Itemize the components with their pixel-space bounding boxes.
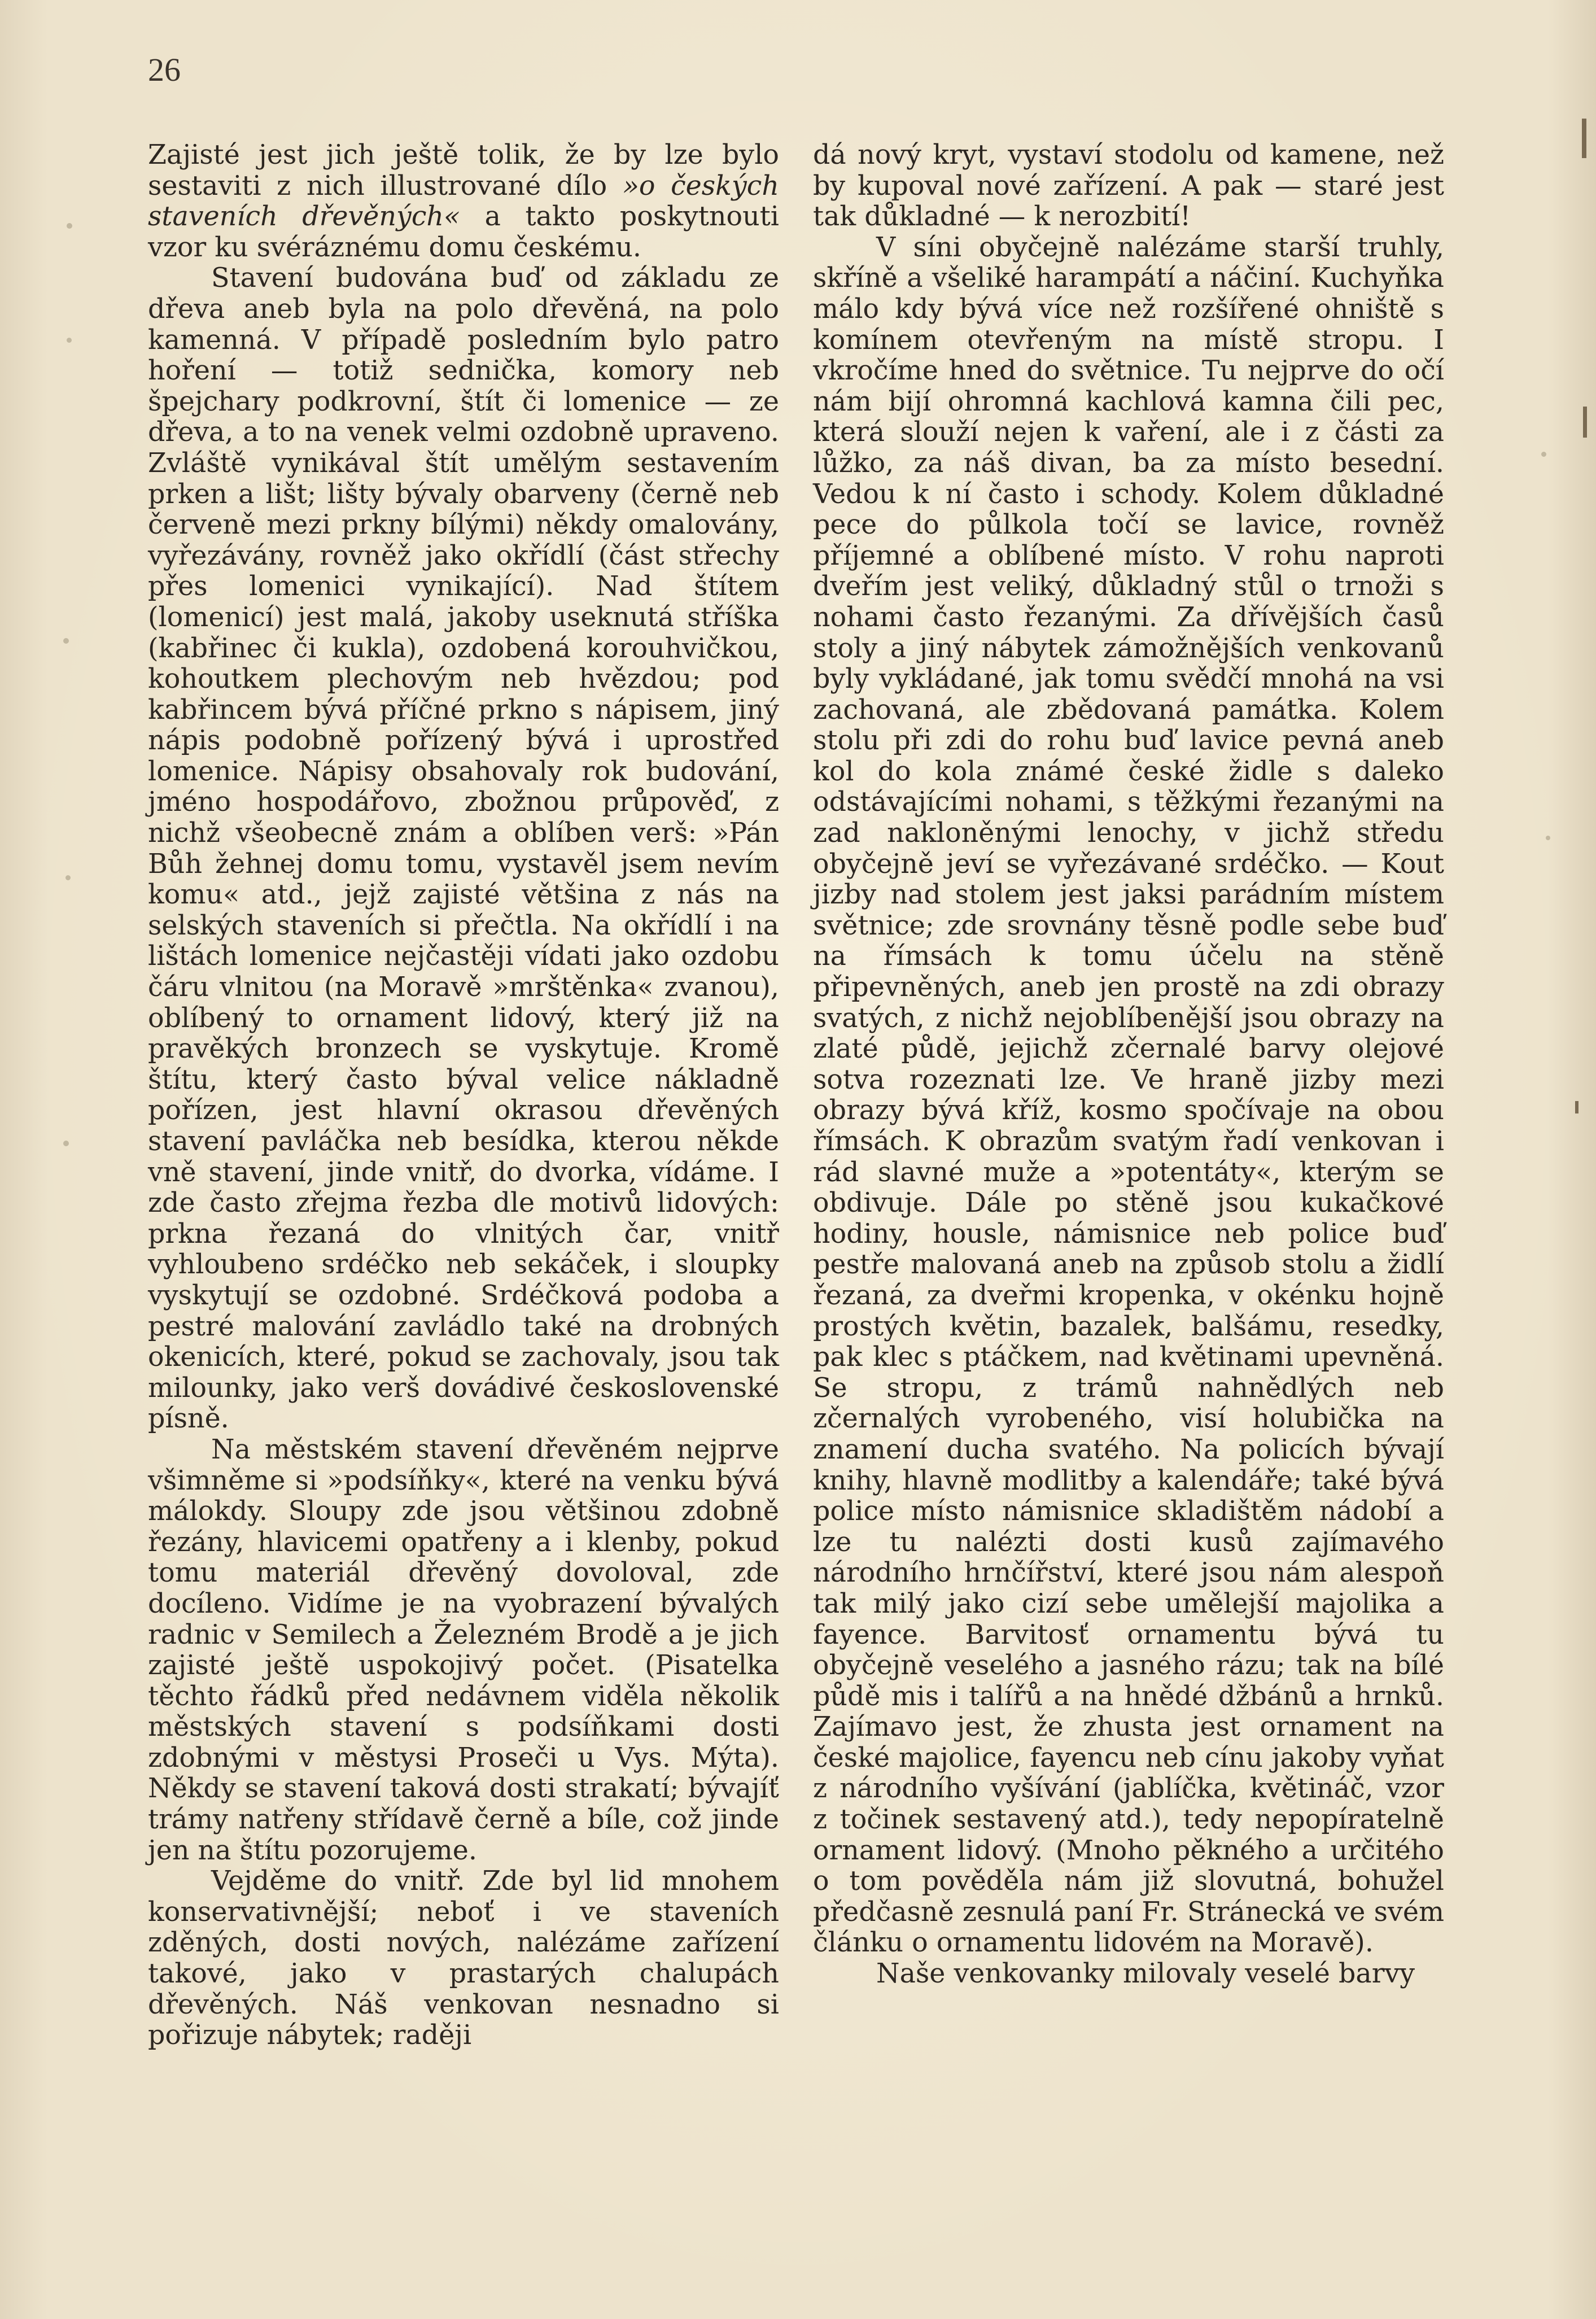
paper-speck	[63, 1141, 69, 1146]
paper-speck	[1541, 452, 1546, 457]
right-column	[813, 140, 1444, 1990]
binding-mark	[1575, 1101, 1578, 1113]
binding-mark	[1582, 119, 1586, 158]
paper-speck	[67, 223, 72, 229]
left-paragraph-3: Na městském stavení dřevěném nejprve všimněme si »podsíňky«, které na venku bývá málokdy. Sloupy zde jsou většinou zdobně řezány, hlavicemi opatřeny a i klenby, pokud tomu materiál dřevěný dovoloval, zde docíleno. Vidíme je na vyobrazení bývalých radnic v Semilech a Železném Brodě a je jich zajisté ještě uspokojivý počet. (Pisatelka těchto řádků před nedávnem viděla několik městských stavení s podsíňkami dosti zdobnými v městysi Proseči u Vys. Mýta). Někdy se stavení taková dosti strakatí; bývajíť trámy natřeny střídavě černě a bíle, což jinde jen na štítu pozorujeme.	[148, 1434, 779, 1866]
left-p1-text-end: a takto poskytnouti vzor ku svéráznému domu českému.	[148, 201, 779, 263]
right-paragraph-1: dá nový kryt, vystaví stodolu od kamene, než by kupoval nové zařízení. A pak — staré jest tak důkladné — k nerozbití!	[813, 139, 1444, 233]
left-paragraph-2: Stavení budována buď od základu ze dřeva aneb byla na polo dřevěná, na polo kamenná. V případě posledním bylo patro hoření — totiž sednička, komory neb špejchary podkrovní, štít či lomenice — ze dřeva, a to na venek velmi ozdobně upraveno. Zvláště vynikával štít umělým sestavením prken a lišt; lišty bývaly obarveny (černě neb červeně mezi prkny bílými) někdy omalovány, vyřezávány, rovněž jako okřídlí (část střechy přes lomenici vynikající). Nad štítem (lomenicí) jest malá, jakoby useknutá stříška (kabřinec či kukla), ozdobená korouhvičkou, kohoutkem plechovým neb hvězdou; pod kabřincem bývá příčné prkno s nápisem, jiný nápis podobně pořízený bývá i uprostřed lomenice. Nápisy obsahovaly rok budování, jméno hospodářovo, zbožnou průpověď, z nichž všeobecně znám a oblíben verš: »Pán Bůh žehnej domu tomu, vystavěl jsem nevím komu« atd., jejž zajisté většina z nás na selských staveních si přečtla. Na okřídlí i na lištách lomenice nejčastěji vídati jako ozdobu čáru vlnitou (na Moravě »mrštěnka« zvanou), oblíbený to ornament lidový, který již na pravěkých bronzech se vyskytuje. Kromě štítu, který často býval velice nákladně pořízen, jest hlavní okrasou dřevěných stavení pavláčka neb besídka, kterou někde vně stavení, jinde vnitř, do dvorka, vídáme. I zde často zřejma řezba dle motivů lidových: prkna řezaná do vlnitých čar, vnitř vyhloubeno srdéčko neb sekáček, i sloupky vyskytují se ozdobné. Srdéčková podoba a pestré malování zavládlo také na drobných okenicích, které, pokud se zachovaly, jsou tak milounky, jako verš dovádivé československé písně.	[148, 263, 779, 1435]
page-number: 26	[148, 51, 181, 88]
paper-speck	[1546, 836, 1550, 840]
left-paragraph-4: Vejděme do vnitř. Zde byl lid mnohem konservativnější; neboť i ve staveních zděných, dosti nových, nalézáme zařízení takové, jako v prastarých chalupách dřevěných. Náš venkovan nesnadno si pořizuje nábytek; raději	[148, 1866, 779, 2051]
right-paragraph-3: Naše venkovanky milovaly veselé barvy	[876, 1958, 1415, 1990]
paper-speck	[63, 638, 69, 644]
left-paragraph-1	[148, 140, 779, 263]
left-p1-text-start: Zajisté jest jich ještě tolik, že by lze bylo sestaviti z nich illustrované dílo	[148, 139, 779, 202]
paper-speck	[67, 338, 72, 343]
binding-mark	[1583, 407, 1587, 438]
paper-speck	[65, 875, 71, 880]
right-paragraph-2: V síni obyčejně nalézáme starší truhly, skříně a všeliké harampátí a náčiní. Kuchyňka málo kdy bývá více než rozšířené ohniště s komínem otevřeným na místě stropu. I vkročíme hned do světnice. Tu nejprve do očí nám bijí ohromná kachlová kamna čili pec, která slouží nejen k vaření, ale i z části za lůžko, za náš divan, ba za místo besední. Vedou k ní často i schody. Kolem důkladné pece do půlkola točí se lavice, rovněž příjemné a oblíbené místo. V rohu naproti dveřím jest veliký, důkladný stůl o trnoži s nohami často řezanými. Za dřívějších časů stoly a jiný nábytek zámožnějších venkovanů byly vykládané, jak tomu svědčí mnohá na vsi zachovaná, ale zbědovaná památka. Kolem stolu při zdi do rohu buď lavice pevná aneb kol do kola známé české židle s daleko odstávajícími nohami, s těžkými řezanými na zad nakloněnými lenochy, v jichž středu obyčejně jeví se vyřezávané srdéčko. — Kout jizby nad stolem jest jaksi parádním místem světnice; zde srovnány těsně podle sebe buď na římsách k tomu účelu na stěně připevněných, aneb jen prostě na zdi obrazy svatých, z nichž nejoblíbenější jsou obrazy na zlaté půdě, jejichž zčernalé barvy olejové sotva rozeznati lze. Ve hraně jizby mezi obrazy bývá kříž, kosmo spočívaje na obou římsách. K obrazům svatým řadí venkovan i rád slavné muže a »potentáty«, kterým se obdivuje. Dále po stěně jsou kukačkové hodiny, housle, námisnice neb police buď pestře malovaná aneb na způsob stolu a židlí řezaná, za dveřmi kropenka, v okénku hojně prostých květin, bazalek, balšámu, resedky, pak klec s ptáčkem, nad květinami upevněná. Se stropu, z trámů nahnědlých neb zčernalých vyrobeného, visí holubička na znamení ducha svatého. Na policích bývají knihy, hlavně modlitby a kalendáře; také bývá police místo námisnice skladištěm nádobí a lze tu nalézti dosti kusů zajímavého národního hrnčířství, které jsou nám alespoň tak milý jako cizí sebe umělejší majolika a fayence. Barvitosť ornamentu bývá tu obyčejně veselého a jasného rázu; tak na bílé půdě mis i talířů a na hnědé džbánů a hrnků. Zajímavo jest, že zhusta jest ornament na české majolice, fayencu neb cínu jakoby vyňat z národního vyšívání (jablíčka, květináč, vzor z točinek sestavený atd.), tedy nepopíratelně ornament lidový. (Mnoho pěkného a určitého o tom pověděla nám již slovutná, bohužel předčasně zesnulá paní Fr. Stránecká ve svém článku o ornamentu lidovém na Moravě).	[813, 232, 1444, 1959]
left-column	[148, 140, 779, 2051]
left-p1-italic-title: »o českých staveních dřevěných«	[148, 170, 779, 233]
